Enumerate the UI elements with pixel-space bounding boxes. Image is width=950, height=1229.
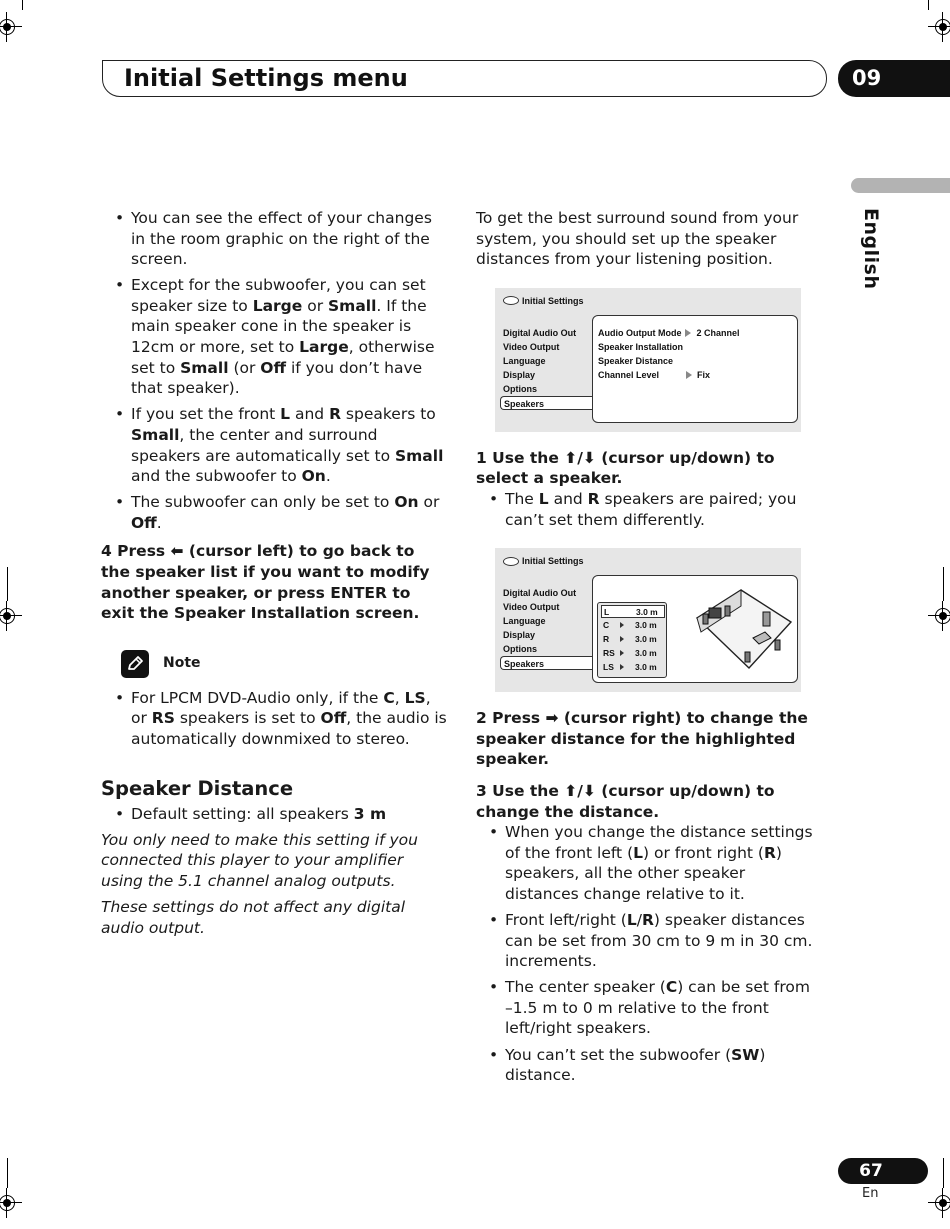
osd-title [503, 554, 584, 568]
crop-line [943, 1158, 944, 1188]
menu-item-display[interactable]: Display [503, 630, 536, 641]
crop-mark-top-left [0, 12, 22, 42]
note-header [121, 650, 447, 678]
language-tab [851, 178, 950, 193]
menu-item-video-output[interactable]: Video Output [503, 602, 560, 613]
crop-mark-top-right [928, 12, 950, 42]
osd-title-text: Initial Settings [522, 295, 584, 306]
speaker-name: R [603, 634, 610, 645]
list-item: • Default setting: all speakers 3 m [101, 804, 447, 825]
list-item: • Except for the subwoofer, you can set speaker size to Large or Small. If the main speaker cone in the speaker is 12cm or more, set to Large, otherwise set to Small (or Off if you don’t have that speaker). [101, 275, 447, 399]
option-channel-level[interactable] [597, 368, 795, 382]
menu-item-options[interactable]: Options [503, 383, 537, 394]
note-bullets [101, 688, 447, 750]
intro-text: To get the best surround sound from your system, you should set up the speaker distances from your listening position. [476, 209, 799, 269]
step1-bullets [476, 489, 821, 530]
step3-bullets [476, 822, 821, 1086]
osd-title [503, 294, 584, 308]
list-item: • For LPCM DVD-Audio only, if the C, LS, or RS speakers is set to Off, the audio is automatically downmixed to stereo. [101, 688, 447, 750]
chapter-number: 09 [852, 66, 882, 90]
crop-line [928, 0, 929, 10]
right-arrow-icon [685, 329, 691, 337]
left-column [101, 208, 447, 939]
step-3: 3 Use the ⬆/⬇ (cursor up/down) to change the distance. [476, 781, 775, 821]
option-value: 2 Channel [696, 327, 740, 338]
list-item: • Front left/right (L/R) speaker distances can be set from 30 cm to 9 m in 30 cm. increments. [476, 910, 821, 972]
crop-mark-mid-right [928, 601, 950, 631]
italic-note-digital: These settings do not affect any digital audio output. [101, 898, 406, 938]
crop-mark-bottom-right [928, 1188, 950, 1218]
speaker-distance-value: 3.0 m [635, 648, 657, 659]
list-item: • The L and R speakers are paired; you can’t set them differently. [476, 489, 821, 530]
crop-mark-bottom-left [0, 1188, 22, 1218]
section-title-speaker-distance: Speaker Distance [101, 776, 294, 800]
menu-item-speakers-selected[interactable]: Speakers [500, 656, 592, 670]
speaker-distance-value: 3.0 m [636, 607, 658, 618]
disc-icon [503, 557, 519, 566]
menu-item-display[interactable]: Display [503, 369, 536, 380]
speaker-arrow-icon [620, 664, 624, 670]
menu-item-speakers-selected[interactable]: Speakers [500, 396, 592, 410]
menu-item-language[interactable]: Language [503, 355, 546, 366]
speaker-distance-value: 3.0 m [635, 634, 657, 645]
list-item: • When you change the distance settings of the front left (L) or front right (R) speakers, all the other speaker distances change relative to it. [476, 822, 821, 904]
option-label: Channel Level [598, 369, 660, 380]
speaker-name: C [603, 620, 610, 631]
speaker-row-c[interactable] [601, 619, 665, 632]
language-label: English [860, 208, 882, 290]
menu-item-language[interactable]: Language [503, 616, 546, 627]
list-item: • If you set the front L and R speakers to Small, the center and surround speakers are automatically set to Small and the subwoofer to On. [101, 404, 447, 486]
option-label: Audio Output Mode [598, 327, 682, 338]
room-graphic-icon [679, 582, 795, 678]
crop-line [22, 0, 23, 10]
effect-bullets [101, 208, 447, 533]
right-column [476, 208, 821, 1091]
right-arrow-icon [686, 371, 692, 379]
disc-icon [503, 296, 519, 305]
list-item: • You can’t set the subwoofer (SW) distance. [476, 1045, 821, 1086]
note-label: Note [163, 655, 201, 672]
option-value: Fix [697, 369, 711, 380]
option-speaker-installation[interactable]: Speaker Installation [598, 341, 684, 352]
crop-line [7, 1158, 8, 1188]
list-item: • The subwoofer can only be set to On or Off. [101, 492, 447, 533]
option-speaker-distance-highlighted[interactable]: Speaker Distance [597, 354, 795, 368]
menu-item-digital-audio-out[interactable]: Digital Audio Out [503, 588, 577, 599]
step-1: 1 Use the ⬆/⬇ (cursor up/down) to select a speaker. [476, 448, 775, 488]
step-2: 2 Press ➡ (cursor right) to change the speaker distance for the highlighted speaker. [476, 709, 808, 769]
page-title: Initial Settings menu [124, 64, 408, 92]
speaker-row-l[interactable] [601, 605, 665, 618]
osd-screen-speaker-installation [495, 288, 801, 432]
osd-screen-speaker-distance [495, 548, 801, 692]
option-audio-output-mode[interactable] [597, 326, 795, 340]
speaker-distance-value: 3.0 m [635, 620, 657, 631]
crop-line [943, 567, 944, 601]
list-item: • You can see the effect of your changes in the room graphic on the right of the screen. [101, 208, 447, 270]
speaker-row-rs[interactable] [601, 647, 665, 660]
speaker-row-r[interactable] [601, 633, 665, 646]
default-setting-bullets [101, 804, 447, 825]
page-number: 67 [859, 1161, 883, 1181]
osd-main-menu [503, 326, 576, 396]
speaker-arrow-icon [620, 636, 624, 642]
step-4: 4 Press ⬅ (cursor left) to go back to the speaker list if you want to modify another speaker, or press ENTER to exit the Speaker Installation screen. [101, 542, 430, 623]
speaker-distance-list [597, 602, 667, 678]
speaker-arrow-icon [620, 650, 624, 656]
speaker-name: RS [603, 648, 615, 659]
speaker-name: LS [603, 662, 614, 673]
speaker-name: L [604, 607, 610, 618]
osd-main-menu [503, 586, 576, 656]
speaker-row-ls[interactable] [601, 661, 665, 674]
list-item: • The center speaker (C) can be set from –1.5 m to 0 m relative to the front left/right speakers. [476, 977, 821, 1039]
italic-note-analog: You only need to make this setting if you connected this player to your amplifier using the 5.1 channel analog outputs. [101, 830, 418, 890]
menu-item-video-output[interactable]: Video Output [503, 341, 560, 352]
crop-line [7, 567, 8, 601]
crop-mark-mid-left [0, 601, 22, 631]
pencil-icon [121, 650, 149, 678]
menu-item-digital-audio-out[interactable]: Digital Audio Out [503, 327, 577, 338]
osd-title-text: Initial Settings [522, 556, 584, 567]
speaker-distance-value: 3.0 m [635, 662, 657, 673]
page-language-code: En [862, 1186, 879, 1201]
menu-item-options[interactable]: Options [503, 644, 537, 655]
speaker-arrow-icon [620, 622, 624, 628]
